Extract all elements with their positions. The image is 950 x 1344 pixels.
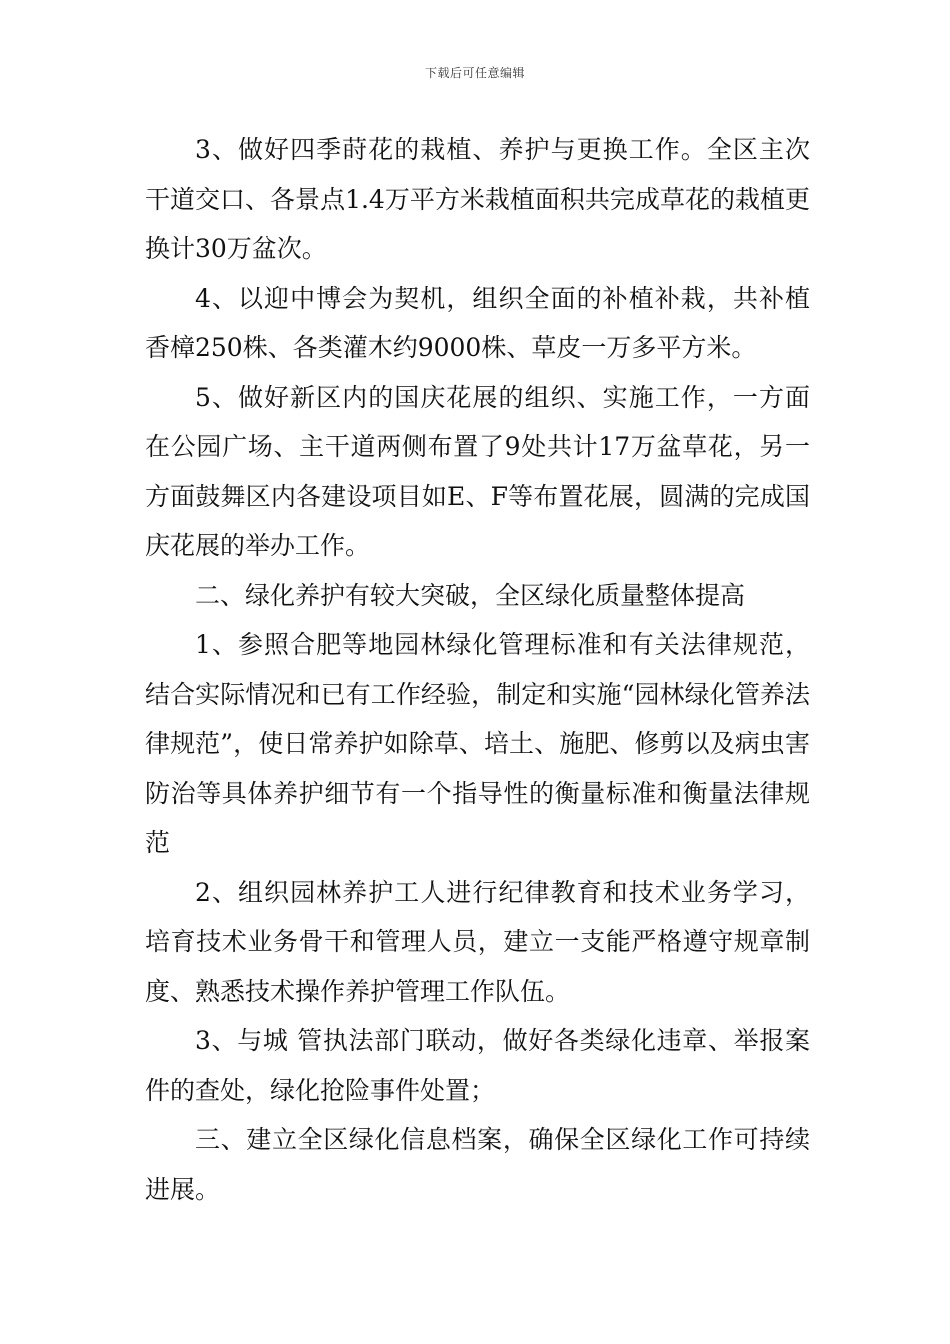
section-heading-3: 三、建立全区绿化信息档案，确保全区绿化工作可持续进展。 [145,1125,810,1204]
paragraph-item-3b: 3、与城 管执法部门联动，做好各类绿化违章、举报案件的查处，绿化抢险事件处置； [145,1026,810,1105]
page-header: 下载后可任意编辑 [424,66,525,80]
paragraph-item-1: 1、参照合肥等地园林绿化管理标准和有关法律规范，结合实际情况和已有工作经验，制定和实施“园林绿化管养法律规范”，使日常养护如除草、培土、施肥、修剪以及病虫害防治等具体养护细节有一个指导性的衡量标准和衡量法律规范 [145,630,810,857]
paragraph-item-4: 4、以迎中博会为契机，组织全面的补植补栽，共补植香樟250株、各类灌木约9000株、草皮一万多平方米。 [145,283,810,362]
section-heading-2: 二、绿化养护有较大突破，全区绿化质量整体提高 [195,580,746,610]
paragraph-item-2: 2、组织园林养护工人进行纪律教育和技术业务学习，培育技术业务骨干和管理人员，建立一支能严格遵守规章制度、熟悉技术操作养护管理工作队伍。 [145,877,810,1006]
paragraph-item-3: 3、做好四季莳花的栽植、养护与更换工作。全区主次干道交口、各景点1.4万平方米栽植面积共完成草花的栽植更换计30万盆次。 [145,135,810,263]
document-body [145,125,810,1214]
paragraph-item-5: 5、做好新区内的国庆花展的组织、实施工作，一方面在公园广场、主干道两侧布置了9处共计17万盆草花，另一方面鼓舞区内各建设项目如E、F等布置花展，圆满的完成国庆花展的举办工作。 [145,382,810,560]
